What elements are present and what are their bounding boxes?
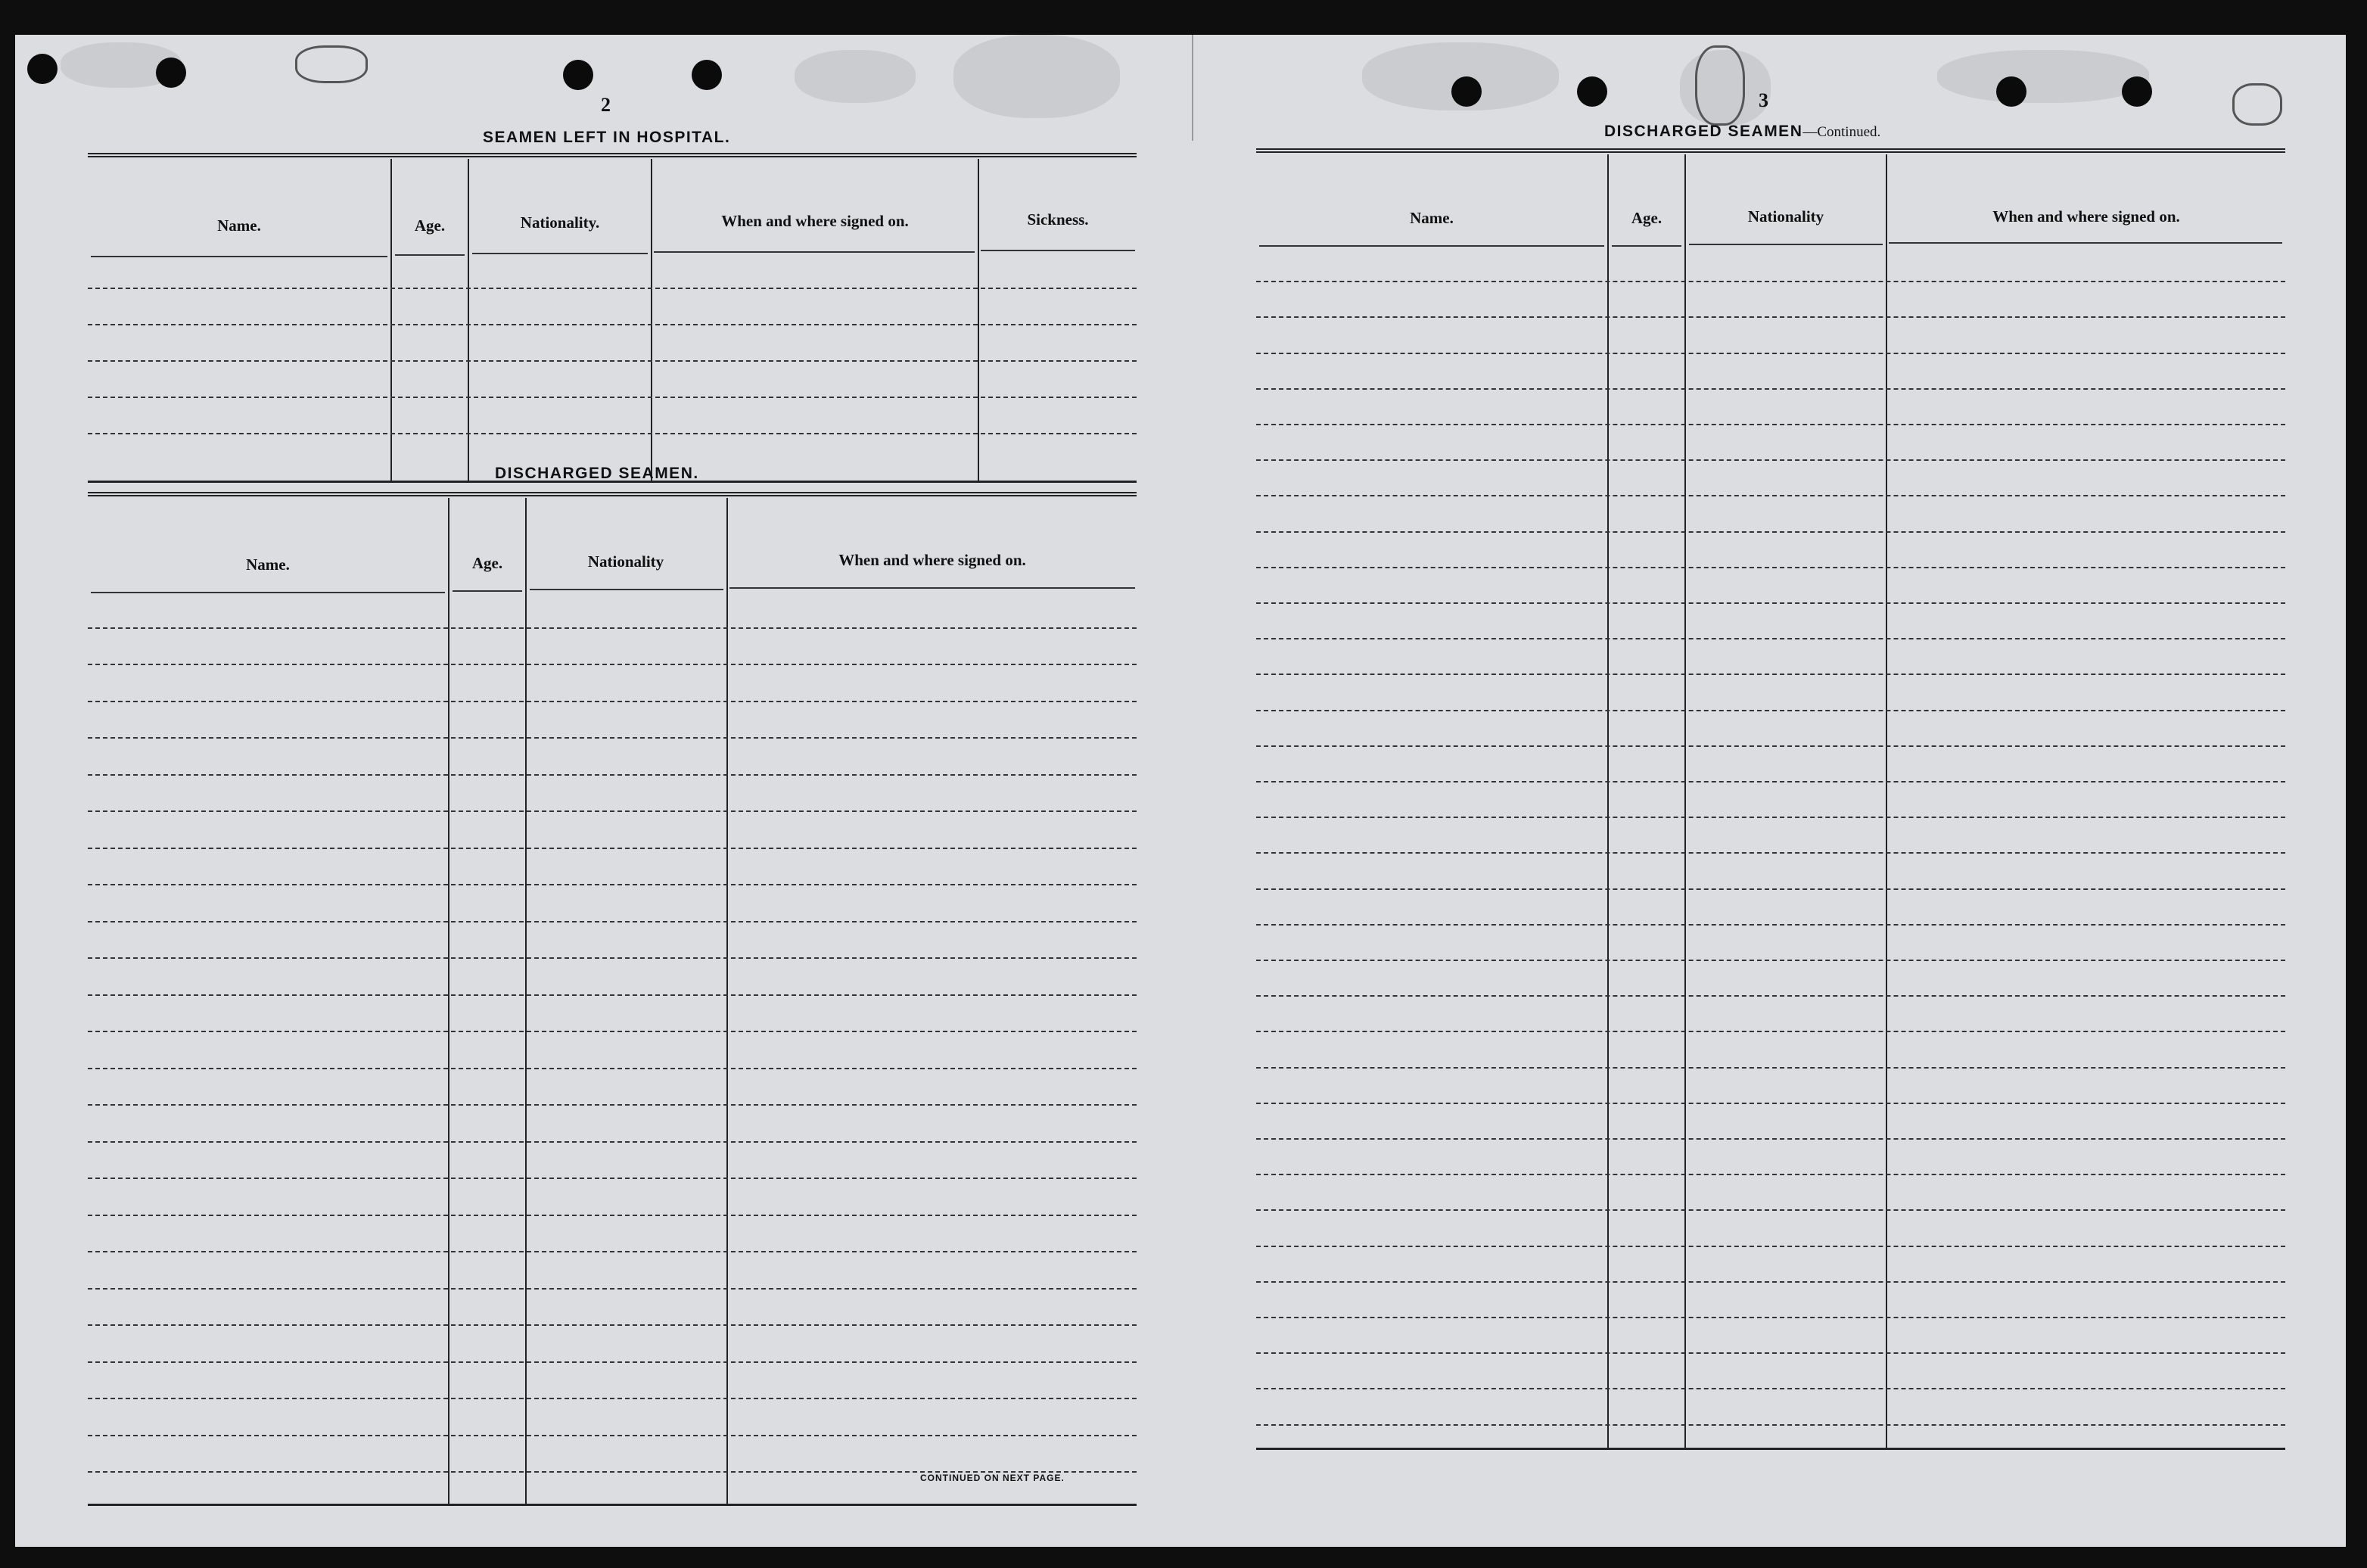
discharged-continued-title-text: DISCHARGED SEAMEN <box>1604 123 1803 140</box>
table-row <box>1256 388 2285 390</box>
table-row <box>1256 852 2285 854</box>
discharged-continued-table <box>1256 148 2285 1450</box>
column-header-underline <box>654 251 975 253</box>
table-row <box>88 433 1137 434</box>
column-divider <box>726 498 728 1506</box>
water-stain <box>1937 50 2149 103</box>
column-header-underline <box>729 587 1135 589</box>
page-number-left: 2 <box>601 94 611 116</box>
water-stain <box>953 35 1120 118</box>
table-row <box>1256 353 2285 354</box>
table-row <box>1256 1246 2285 1247</box>
column-header-nationality: Nationality <box>587 552 664 571</box>
column-header-name: Name. <box>246 555 290 574</box>
column-divider <box>1607 154 1609 1450</box>
table-row <box>1256 1281 2285 1283</box>
column-header-underline <box>530 589 723 590</box>
column-header-nationality: Nationality <box>1747 207 1824 226</box>
table-row <box>88 627 1137 629</box>
table-row <box>88 1178 1137 1179</box>
column-header-underline <box>1612 245 1681 247</box>
water-stain <box>795 50 916 103</box>
page-fold <box>1192 35 1193 141</box>
discharged-table <box>88 492 1137 1506</box>
table-top-rule <box>1256 148 2285 153</box>
table-row <box>1256 995 2285 997</box>
column-header-signed-on: When and where signed on. <box>721 212 909 230</box>
table-row <box>88 774 1137 776</box>
table-row <box>88 1251 1137 1252</box>
table-row <box>88 1435 1137 1436</box>
ink-mark <box>1695 45 1745 126</box>
column-divider <box>525 498 527 1506</box>
column-header-underline <box>981 250 1135 251</box>
table-row <box>88 701 1137 702</box>
punch-hole-icon <box>1451 76 1482 107</box>
column-header-age: Age. <box>471 554 503 572</box>
ledger-sheet <box>15 35 2346 1547</box>
table-row <box>88 1288 1137 1290</box>
ink-mark <box>295 45 368 83</box>
table-row <box>1256 710 2285 711</box>
table-row <box>1256 281 2285 282</box>
table-row <box>1256 1174 2285 1175</box>
column-header-underline <box>472 253 648 254</box>
column-header-underline <box>1259 245 1604 247</box>
column-header-underline <box>395 254 465 256</box>
table-row <box>1256 1424 2285 1426</box>
column-header-nationality: Nationality. <box>520 213 600 232</box>
table-row <box>1256 459 2285 461</box>
column-divider <box>448 498 449 1506</box>
ink-mark <box>2232 83 2282 126</box>
table-row <box>88 1141 1137 1143</box>
table-row <box>88 884 1137 885</box>
continued-suffix: —Continued. <box>1802 124 1881 140</box>
column-header-underline <box>1889 242 2282 244</box>
table-row <box>88 288 1137 289</box>
column-header-age: Age. <box>1631 209 1662 227</box>
table-row <box>1256 602 2285 604</box>
table-row <box>1256 316 2285 318</box>
table-row <box>88 664 1137 665</box>
table-row <box>88 921 1137 922</box>
column-header-sickness: Sickness. <box>1027 210 1089 229</box>
table-row <box>1256 1317 2285 1318</box>
table-row <box>88 848 1137 849</box>
table-row <box>88 994 1137 996</box>
punch-hole-icon <box>156 58 186 88</box>
discharged-section-title: DISCHARGED SEAMEN. <box>495 465 699 482</box>
table-row <box>1256 745 2285 747</box>
page-number-right: 3 <box>1759 89 1768 111</box>
continued-footer: CONTINUED ON NEXT PAGE. <box>920 1473 1065 1483</box>
table-row <box>88 1324 1137 1326</box>
discharged-continued-title <box>1604 123 1880 141</box>
column-header-underline <box>91 256 387 257</box>
table-row <box>1256 638 2285 639</box>
table-row <box>1256 960 2285 961</box>
hospital-section-title: SEAMEN LEFT IN HOSPITAL. <box>483 129 731 146</box>
punch-hole-icon <box>1577 76 1607 107</box>
punch-hole-icon <box>692 60 722 90</box>
column-header-underline <box>1689 244 1883 245</box>
column-header-name: Name. <box>217 216 261 235</box>
punch-hole-icon <box>1996 76 2026 107</box>
table-row <box>1256 1138 2285 1140</box>
table-row <box>1256 1209 2285 1211</box>
table-row <box>88 1215 1137 1216</box>
hospital-table <box>88 153 1137 483</box>
column-header-signed-on: When and where signed on. <box>838 551 1026 569</box>
table-row <box>1256 531 2285 533</box>
column-header-underline <box>453 590 522 592</box>
table-top-rule <box>88 492 1137 496</box>
column-divider <box>1684 154 1686 1450</box>
punch-hole-icon <box>2122 76 2152 107</box>
column-header-name: Name. <box>1410 209 1454 227</box>
table-bottom-rule <box>88 1504 1137 1506</box>
table-top-rule <box>88 153 1137 157</box>
table-row <box>1256 1067 2285 1069</box>
table-row <box>1256 781 2285 782</box>
table-row <box>1256 424 2285 425</box>
table-row <box>88 324 1137 325</box>
table-row <box>1256 1103 2285 1104</box>
column-divider <box>1886 154 1887 1450</box>
table-row <box>1256 924 2285 926</box>
table-bottom-rule <box>1256 1448 2285 1450</box>
column-header-age: Age. <box>414 216 446 235</box>
column-header-underline <box>91 592 445 593</box>
table-row <box>88 1031 1137 1032</box>
table-row <box>1256 674 2285 675</box>
table-row <box>88 397 1137 398</box>
table-row <box>88 957 1137 959</box>
table-row <box>88 737 1137 739</box>
table-row <box>1256 1031 2285 1032</box>
table-row <box>88 1104 1137 1106</box>
table-row <box>88 1068 1137 1069</box>
punch-hole-icon <box>563 60 593 90</box>
table-row <box>1256 1352 2285 1354</box>
table-row <box>88 1361 1137 1363</box>
table-row <box>1256 567 2285 568</box>
table-row <box>88 1398 1137 1399</box>
table-row <box>1256 1388 2285 1389</box>
table-row <box>1256 817 2285 818</box>
punch-hole-icon <box>27 54 58 84</box>
table-row <box>88 810 1137 812</box>
table-row <box>1256 888 2285 890</box>
table-row <box>88 360 1137 362</box>
column-header-signed-on: When and where signed on. <box>1992 207 2180 226</box>
table-row <box>1256 495 2285 496</box>
